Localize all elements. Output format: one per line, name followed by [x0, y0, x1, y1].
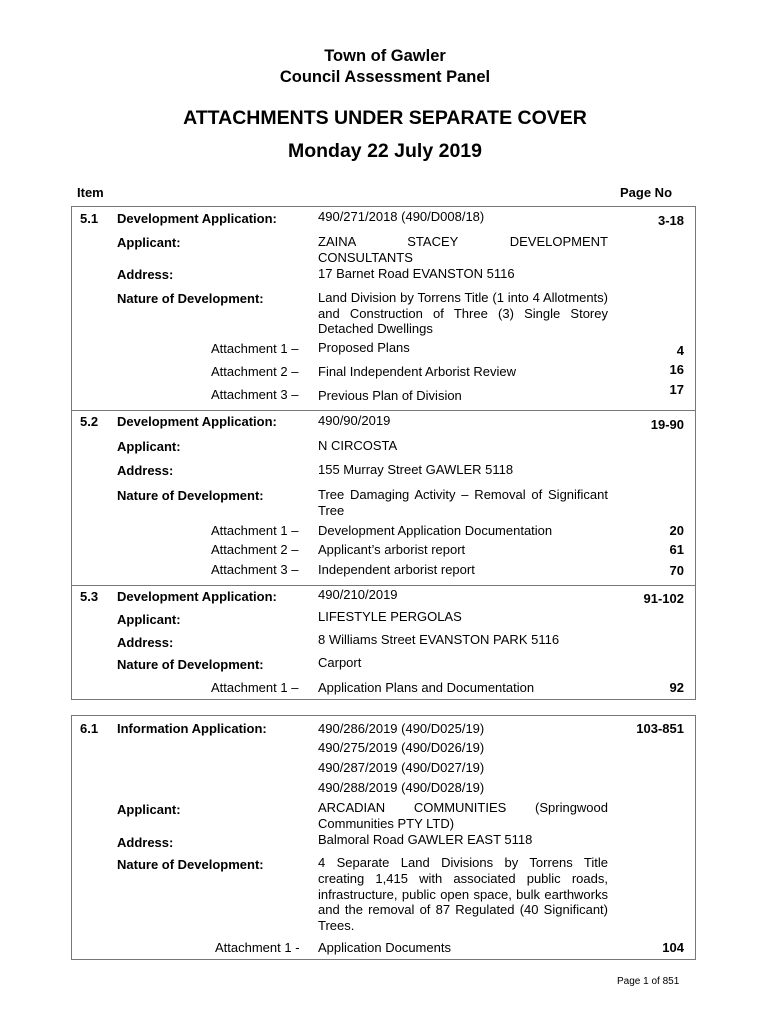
- address-value: 8 Williams Street EVANSTON PARK 5116: [318, 632, 560, 647]
- attachment-page: 16: [669, 362, 684, 377]
- application-label: Development Application:: [117, 589, 277, 604]
- row-divider: [71, 410, 696, 411]
- attachment-label: Attachment 3 –: [211, 387, 299, 402]
- attachment-page: 70: [669, 563, 684, 578]
- attachment-link[interactable]: Proposed Plans: [318, 340, 410, 355]
- attachment-label: Attachment 1 –: [211, 341, 299, 356]
- attachment-link[interactable]: Applicant’s arborist report: [318, 542, 466, 557]
- nature-label: Nature of Development:: [117, 488, 264, 503]
- item-number: 5.2: [80, 414, 99, 429]
- application-label: Development Application:: [117, 414, 277, 429]
- attachment-page: 104: [662, 940, 684, 955]
- page-footer: Page 1 of 851: [617, 976, 680, 987]
- applicant-label: Applicant:: [117, 802, 181, 817]
- applicant-value: ARCADIAN COMMUNITIES (Springwood Communities PTY LTD): [318, 800, 608, 831]
- address-label: Address:: [117, 835, 174, 850]
- nature-label: Nature of Development:: [117, 291, 264, 306]
- page-range: 91-102: [643, 591, 684, 606]
- address-value: 155 Murray Street GAWLER 5118: [318, 462, 514, 477]
- panel-title: Council Assessment Panel: [279, 68, 491, 86]
- org-title: Town of Gawler: [324, 47, 446, 65]
- meeting-date: Monday 22 July 2019: [287, 140, 482, 162]
- attachment-link[interactable]: Development Application Documentation: [318, 523, 553, 538]
- page-range: 3-18: [657, 213, 684, 228]
- attachment-label: Attachment 1 –: [211, 523, 299, 538]
- applicant-value: N CIRCOSTA: [318, 438, 398, 453]
- attachment-label: Attachment 3 –: [211, 562, 299, 577]
- attachment-page: 4: [676, 343, 684, 358]
- applicant-value: LIFESTYLE PERGOLAS: [318, 609, 462, 624]
- column-header-item: Item: [77, 185, 104, 200]
- item-number: 5.1: [80, 211, 99, 226]
- nature-value: 4 Separate Land Divisions by Torrens Title creating 1,415 with associated public roads, infrastructure, public open space, bulk earthworks and the removal of 87 Regulated (40 Significant) Trees.: [318, 855, 608, 934]
- attachment-page: 20: [669, 523, 684, 538]
- application-label: Development Application:: [117, 211, 277, 226]
- applicant-label: Applicant:: [117, 612, 181, 627]
- attachment-page: 61: [669, 542, 684, 557]
- application-label: Information Application:: [117, 721, 267, 736]
- attachment-link[interactable]: Final Independent Arborist Review: [318, 364, 517, 379]
- address-label: Address:: [117, 267, 174, 282]
- application-number: 490/90/2019: [318, 413, 391, 428]
- application-number: 490/287/2019 (490/D027/19): [318, 760, 485, 775]
- page-range: 103-851: [636, 721, 684, 736]
- nature-label: Nature of Development:: [117, 657, 264, 672]
- address-label: Address:: [117, 635, 174, 650]
- application-number: 490/288/2019 (490/D028/19): [318, 780, 485, 795]
- address-value: 17 Barnet Road EVANSTON 5116: [318, 266, 515, 281]
- applicant-value: ZAINA STACEY DEVELOPMENT CONSULTANTS: [318, 234, 608, 265]
- page-heading: ATTACHMENTS UNDER SEPARATE COVER: [183, 107, 587, 129]
- application-number: 490/210/2019: [318, 587, 398, 602]
- nature-value: Tree Damaging Activity – Removal of Significant Tree: [318, 487, 608, 518]
- applicant-label: Applicant:: [117, 439, 181, 454]
- applicant-label: Applicant:: [117, 235, 181, 250]
- attachment-page: 92: [669, 680, 684, 695]
- column-header-page: Page No: [620, 185, 673, 200]
- application-number: 490/271/2018 (490/D008/18): [318, 209, 485, 224]
- attachment-label: Attachment 1 -: [215, 940, 300, 955]
- nature-label: Nature of Development:: [117, 857, 264, 872]
- application-number: 490/275/2019 (490/D026/19): [318, 740, 485, 755]
- page-range: 19-90: [650, 417, 684, 432]
- attachment-page: 17: [669, 382, 684, 397]
- application-number: 490/286/2019 (490/D025/19): [318, 721, 485, 736]
- address-value: Balmoral Road GAWLER EAST 5118: [318, 832, 533, 847]
- attachment-label: Attachment 2 –: [211, 364, 299, 379]
- nature-value: Land Division by Torrens Title (1 into 4 Allotments) and Construction of Three (3) Single Storey Detached Dwellings: [318, 290, 608, 336]
- attachment-link[interactable]: Independent arborist report: [318, 562, 475, 577]
- address-label: Address:: [117, 463, 174, 478]
- attachment-link[interactable]: Application Documents: [318, 940, 451, 955]
- nature-value: Carport: [318, 655, 362, 670]
- attachment-link[interactable]: Previous Plan of Division: [318, 388, 462, 403]
- row-divider: [71, 585, 696, 586]
- item-number: 5.3: [80, 589, 99, 604]
- item-number: 6.1: [80, 721, 99, 736]
- attachment-label: Attachment 1 –: [211, 680, 299, 695]
- attachment-label: Attachment 2 –: [211, 542, 299, 557]
- attachment-link[interactable]: Application Plans and Documentation: [318, 680, 535, 695]
